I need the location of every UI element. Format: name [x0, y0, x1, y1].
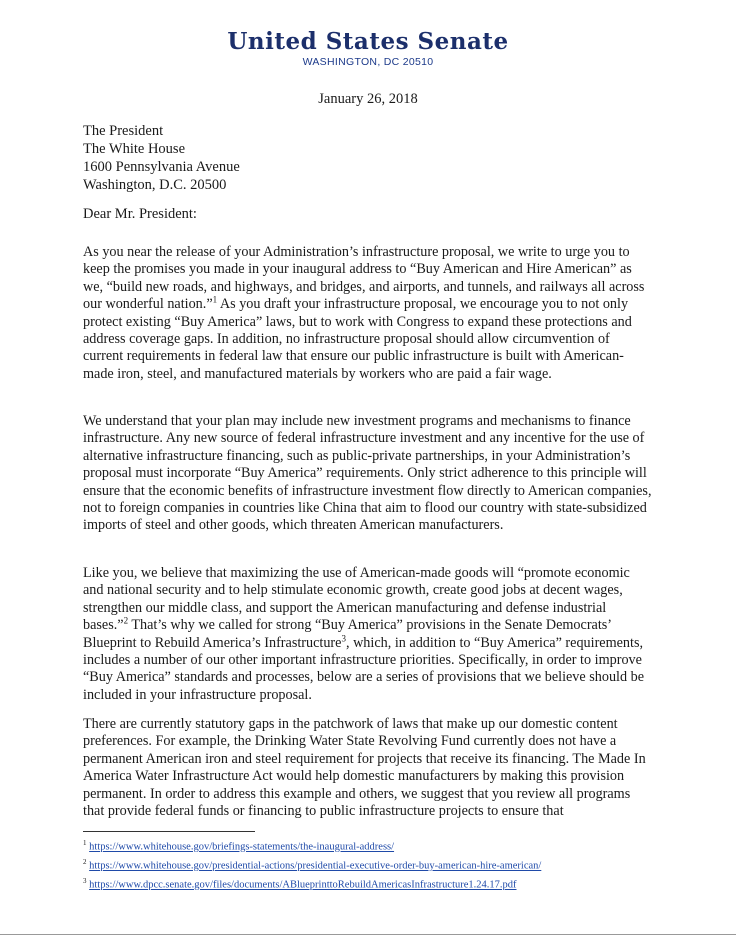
- letter-date: January 26, 2018: [318, 91, 418, 107]
- footnote-item: [83, 855, 541, 874]
- footnote-ref: 3: [341, 632, 346, 643]
- footnote-link[interactable]: https://www.whitehouse.gov/presidential-actions/presidential-executive-order-buy-american-hire-american/: [89, 860, 542, 872]
- footnote-number: 2: [83, 858, 87, 866]
- footnote-item: [83, 836, 541, 855]
- salutation: Dear Mr. President:: [83, 206, 197, 222]
- paragraph-text: , which, in addition to “Buy America” requirements, includes a number of our other important infrastructure priorities. Specifically, in order to improve “Buy America” standards and processes, below are a series of provisions that we believe should be included in your infrastructure proposal.: [83, 634, 645, 703]
- paragraph-2: We understand that your plan may include new investment programs and mechanisms to finance infrastructure. Any new source of federal infrastructure investment and any incentive for the use of alternative infrastructure financing, such as public-private partnerships, in your Administration’s proposal must incorporate “Buy America” requirements. Only strict adherence to this principle will ensure that the economic benefits of infrastructure investment flow directly to American companies, not to foreign companies in countries like China that aim to flood our country with state-subsidized imports of steel and other goods, which threaten American manufacturers.: [83, 413, 652, 534]
- footnote-number: 3: [83, 877, 87, 885]
- recipient-line: 1600 Pennsylvania Avenue: [83, 159, 240, 175]
- paragraph-3: [83, 565, 653, 704]
- footnote-ref: 1: [212, 294, 218, 305]
- paragraph-4: There are currently statutory gaps in the patchwork of laws that make up our domestic content preferences. For example, the Drinking Water State Revolving Fund currently does not have a permanent American iron and steel requirement for projects that receive its financing. The Made In America Water Infrastructure Act would help domestic manufacturers by making this provision permanent. In order to address this example and others, we suggest that you review all programs that provide federal funds or financing to public infrastructure projects to ensure that: [83, 716, 646, 820]
- footnote-link[interactable]: https://www.dpcc.senate.gov/files/documents/ABlueprinttoRebuildAmericasInfrastructure1.24.17.pdf: [89, 879, 517, 891]
- paragraph-text: That’s why we called for strong “Buy America” provisions in the Senate Democrats’ Blueprint to Rebuild America’s Infrastructure: [83, 617, 611, 651]
- paragraph-text: As you near the release of your Administration’s infrastructure proposal, we write to urge you to keep the promises you made in your inaugural address to “Buy American and Hire American” as we, “build new roads, and highways, and bridges, and airports, and tunnels, and railways all across our wonderful nation.”: [83, 244, 645, 313]
- footnote-item: [83, 874, 541, 893]
- letterhead: [0, 28, 736, 69]
- footnote-divider: [83, 831, 255, 832]
- recipient-line: Washington, D.C. 20500: [83, 177, 227, 193]
- paragraph-1: [83, 244, 653, 383]
- letterhead-city: WASHINGTON, DC 20510: [302, 56, 434, 68]
- page-bottom-edge: [0, 934, 736, 935]
- recipient-line: The President: [83, 123, 164, 139]
- paragraph-text: As you draft your infrastructure proposal, we encourage you to not only protect existing “Buy America” laws, but to work with Congress to expand these protections and address coverage gaps. In addition, no infrastructure proposal should allow circumvention of current requirements in federal law that ensure our public infrastructure is built with American-made iron, steel, and manufactured materials by workers who are paid a fair wage.: [83, 296, 632, 382]
- letterhead-title: United States Senate: [227, 28, 509, 55]
- footnotes: [83, 836, 541, 893]
- paragraph-text: Like you, we believe that maximizing the use of American-made goods will “promote economic and national security and to help stimulate economic growth, create good jobs at decent wages, strengthen our middle class, and support the American manufacturing and defense industrial bases.”: [83, 565, 630, 634]
- recipient-address: [83, 122, 240, 194]
- footnote-ref: 2: [123, 615, 129, 626]
- footnote-number: 1: [83, 839, 87, 847]
- footnote-link[interactable]: https://www.whitehouse.gov/briefings-statements/the-inaugural-address/: [89, 841, 395, 853]
- recipient-line: The White House: [83, 141, 186, 157]
